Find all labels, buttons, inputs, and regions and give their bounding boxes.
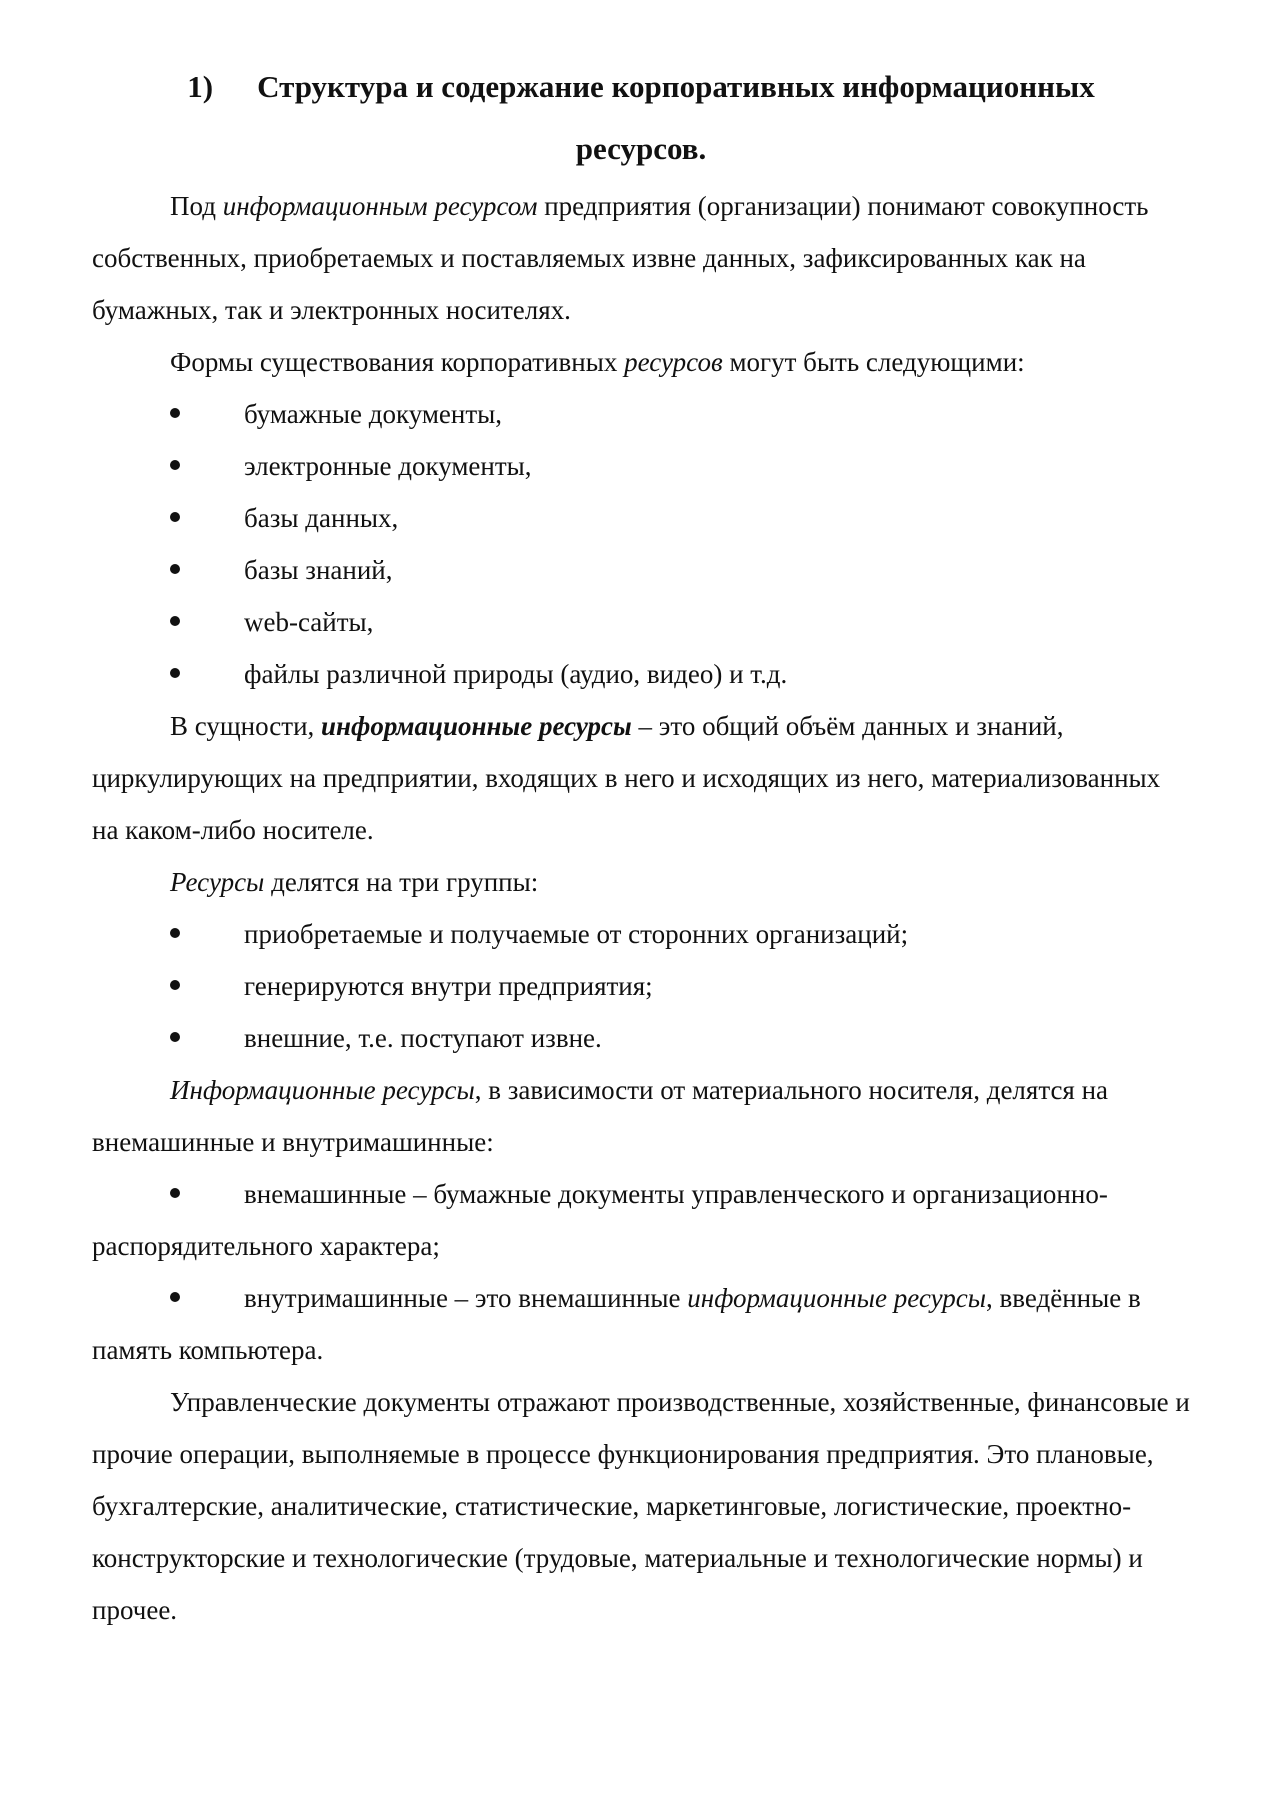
list-item [92, 1272, 1190, 1376]
italic-term: ресурсов [624, 347, 723, 377]
text-run: Формы существования корпоративных [170, 347, 625, 377]
list-item-text: внутримашинные – это внемашинные [244, 1283, 688, 1313]
bullet-icon [170, 1188, 180, 1198]
paragraph-management-docs: Управленческие документы отражают производственные, хозяйственные, финансовые и прочие операции, выполняемые в процессе функционирования предприятия. Это плановые, бухгалтерские, аналитические, статистические, маркетинговые, логистические, проектно-конструкторские и технологические (трудовые, материальные и технологические нормы) и прочее. [92, 1387, 1190, 1625]
text-run: В сущности, [170, 711, 322, 741]
bullet-icon [170, 980, 180, 990]
bullet-icon [170, 460, 180, 470]
list-item-text: приобретаемые и получаемые от сторонних организаций; [244, 919, 909, 949]
list-item-text: электронные документы, [244, 451, 532, 481]
list-item [92, 908, 1190, 960]
bullet-icon [170, 408, 180, 418]
text-run: могут быть следующими: [722, 347, 1025, 377]
list-item-text: генерируются внутри предприятия; [244, 971, 653, 1001]
list-item [92, 544, 1190, 596]
list-item-text: внемашинные – бумажные документы управленческого и организационно-распорядительного характера; [92, 1179, 1108, 1261]
text-run: – это общий объём данных и знаний, циркулирующих на предприятии, входящих в него и исходящих из него, материализованных на каком-либо носителе. [92, 711, 1161, 845]
list-item [92, 1168, 1190, 1272]
italic-term: информационным ресурсом [222, 191, 538, 221]
list-item [92, 492, 1190, 544]
heading-line-2: ресурсов. [575, 131, 707, 166]
italic-term: информационные ресурсы [687, 1283, 987, 1313]
text-run: , в зависимости от материального носителя, делятся на внемашинные и внутримашинные: [92, 1075, 1109, 1157]
list-item [92, 596, 1190, 648]
paragraph-carriers-intro [92, 1064, 1190, 1168]
list-item-text: web-сайты, [244, 607, 374, 637]
italic-term: Ресурсы [170, 867, 265, 897]
list-item [92, 960, 1190, 1012]
list-item-text: базы данных, [244, 503, 399, 533]
bullet-icon [170, 1292, 180, 1302]
bullet-icon [170, 616, 180, 626]
document-page [92, 56, 1190, 1636]
list-item [92, 648, 1190, 700]
section-heading [92, 56, 1190, 180]
bullet-icon [170, 668, 180, 678]
paragraph-definition [92, 180, 1190, 336]
paragraph-essence [92, 700, 1190, 856]
bullet-icon [170, 928, 180, 938]
paragraph-forms-intro [92, 336, 1190, 388]
forms-list [92, 388, 1190, 700]
heading-number: 1) [187, 69, 214, 104]
paragraph-groups-intro [92, 856, 1190, 908]
text-run: делятся на три группы: [264, 867, 539, 897]
list-item-text: бумажные документы, [244, 399, 503, 429]
list-item [92, 440, 1190, 492]
groups-list [92, 908, 1190, 1064]
text-run: предприятия (организации) понимают совокупность собственных, приобретаемых и поставляемых извне данных, зафиксированных как на бумажных, так и электронных носителях. [92, 191, 1149, 325]
list-item-text: базы знаний, [244, 555, 393, 585]
bullet-icon [170, 512, 180, 522]
heading-line-1: Структура и содержание корпоративных информационных [257, 69, 1095, 104]
bold-italic-term: информационные ресурсы [321, 711, 632, 741]
list-item [92, 1012, 1190, 1064]
text-run: Под [170, 191, 223, 221]
bullet-icon [170, 1032, 180, 1042]
list-item-text: файлы различной природы (аудио, видео) и т.д. [244, 659, 788, 689]
list-item [92, 388, 1190, 440]
list-item-text: , введённые в память компьютера. [92, 1283, 1141, 1365]
bullet-icon [170, 564, 180, 574]
italic-term: Информационные ресурсы [170, 1075, 475, 1105]
carriers-list [92, 1168, 1190, 1376]
list-item-text: внешние, т.е. поступают извне. [244, 1023, 602, 1053]
